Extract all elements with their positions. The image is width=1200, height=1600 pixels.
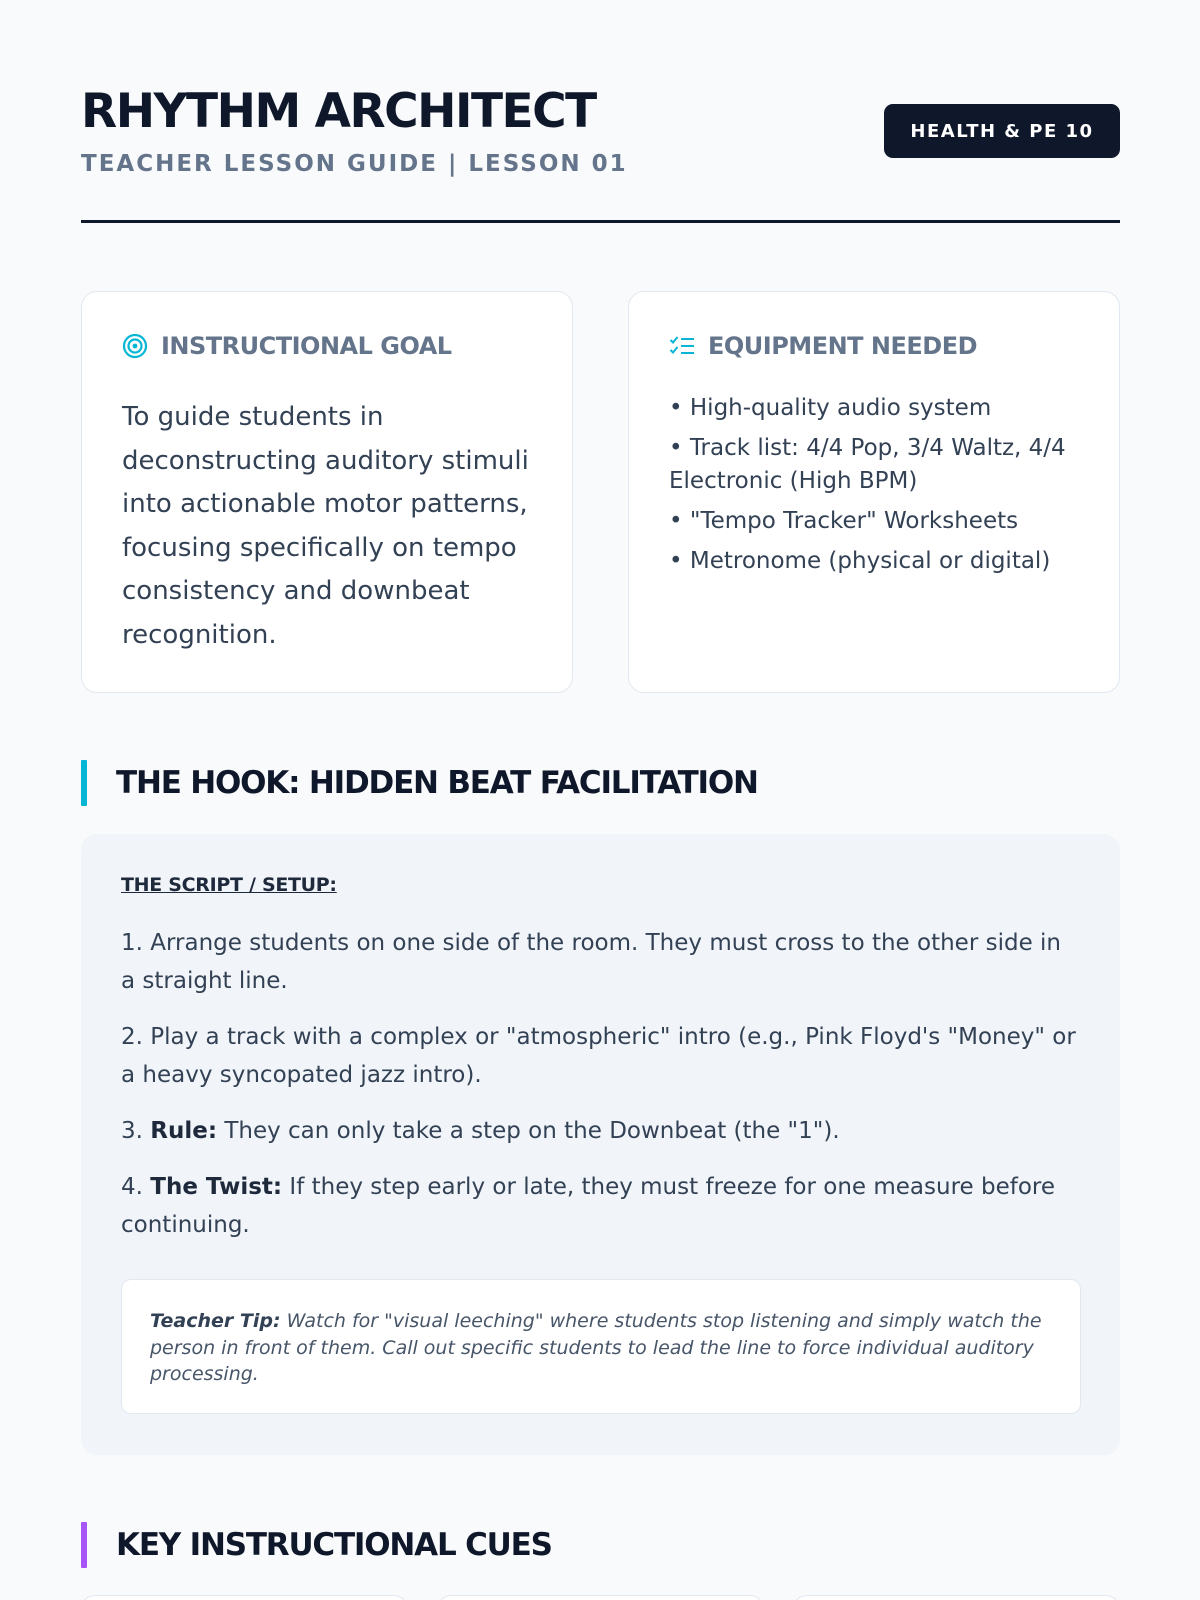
header-divider (81, 220, 1120, 223)
equipment-card-title: EQUIPMENT NEEDED (708, 332, 978, 360)
script-step-2: 2. Play a track with a complex or "atmospheric" intro (e.g., Pink Floyd's "Money" or a heavy syncopated jazz intro). (121, 1024, 1076, 1088)
section-accent-bar (81, 760, 87, 806)
teacher-tip (121, 1279, 1081, 1414)
script-step-4: 4. The Twist: If they step early or late, they must freeze for one measure before continuing. (121, 1174, 1056, 1238)
checklist-icon (669, 334, 695, 358)
equipment-list (669, 392, 1089, 585)
hook-heading-text: THE HOOK: HIDDEN BEAT FACILITATION (116, 765, 758, 801)
hook-section-heading (81, 760, 758, 806)
page-subtitle: TEACHER LESSON GUIDE | LESSON 01 (81, 151, 628, 177)
cue-card (793, 1595, 1120, 1600)
cue-card (81, 1595, 408, 1600)
script-label: THE SCRIPT / SETUP: (121, 874, 337, 896)
list-item: • High-quality audio system (669, 395, 992, 421)
cues-section-heading (81, 1522, 552, 1568)
goal-description: To guide students in deconstructing auditory stimuli into actionable motor patterns, focusing specifically on tempo consistency and downbeat recognition. (122, 402, 529, 650)
cue-card (437, 1595, 764, 1600)
header (81, 84, 1120, 224)
script-steps (121, 924, 1081, 1262)
goal-card-header (122, 332, 452, 360)
teacher-tip-label: Teacher Tip: (150, 1310, 281, 1332)
instructional-goal-card (81, 291, 573, 693)
cues-heading-text: KEY INSTRUCTIONAL CUES (116, 1527, 552, 1563)
script-step-1: 1. Arrange students on one side of the room. They must cross to the other side in a straight line. (121, 930, 1062, 994)
target-icon (122, 333, 148, 359)
equipment-card (628, 291, 1120, 693)
list-item: • "Tempo Tracker" Worksheets (669, 508, 1019, 534)
equipment-card-header (669, 332, 977, 360)
hook-panel (81, 834, 1120, 1455)
section-accent-bar (81, 1522, 87, 1568)
page-title: RHYTHM ARCHITECT (81, 84, 596, 139)
list-item: • Track list: 4/4 Pop, 3/4 Waltz, 4/4 Electronic (High BPM) (669, 435, 1066, 494)
list-item: • Metronome (physical or digital) (669, 548, 1051, 574)
script-step-3: 3. Rule: They can only take a step on the Downbeat (the "1"). (121, 1118, 840, 1144)
teacher-tip-text: Watch for "visual leeching" where students stop listening and simply watch the person in front of them. Call out specific students to lead the line to force individual auditory processing. (150, 1310, 1042, 1385)
course-badge: HEALTH & PE 10 (884, 104, 1120, 158)
goal-card-title: INSTRUCTIONAL GOAL (161, 332, 452, 360)
